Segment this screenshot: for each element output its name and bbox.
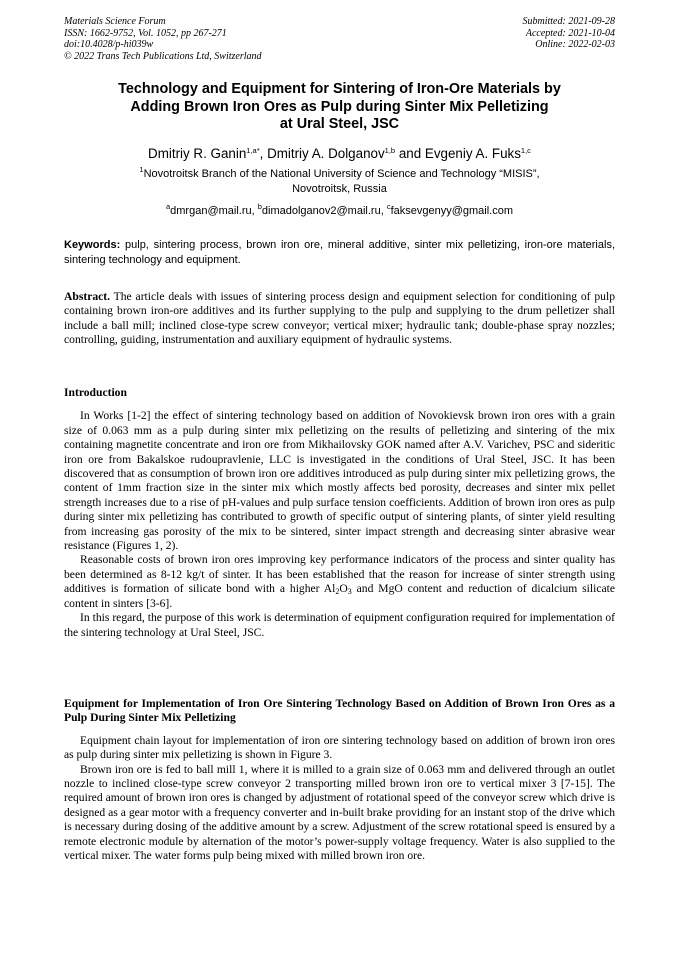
introduction-paragraph-3: In this regard, the purpose of this work is determination of equipment configuration required for implementation of the sintering technology at Ural Steel, JSC. (64, 611, 615, 639)
author-name: Dmitriy R. Ganin (148, 146, 247, 161)
introduction-paragraph-1: In Works [1-2] the effect of sintering technology based on addition of Novokievsk brown iron ores with a grain size of 0.063 mm as a pulp during sinter mix pelletizing on the results of pelletizing and sintering of the mix containing magnetite concentrate and iron ore from Mikhailovsky GOK named after A.V. Varichev, PSC and sideritic iron ore from Bakalskoe rudoupravlenie, LLC is investigated in the conditions of Ural Steel, JSC. It has been discovered that as consumption of brown iron ore additives introduced as pulp during sinter mix pelletizing grows, the content of 1mm fraction size in the sinter mix which mostly affects bed porosity, decreases and sinter mix pellet strength increases due to a rise of pH-values and pulp surface tension coefficients. Addition of brown iron ores as pulp during sinter mix pelletizing has contributed to growth of specific output of sintering plants, of sinter yield resulting from increasing gas porosity of the mix to be sintered, sinter impact strength and decreasing sinter abrasive wear resistance (Figures 1, 2). (64, 409, 615, 553)
intro-p2-text: O (339, 582, 348, 596)
introduction-section (64, 386, 615, 640)
abstract-label: Abstract. (64, 290, 111, 303)
submitted-date: Submitted: 2021-09-28 (522, 16, 615, 27)
affil-line-2: Novotroitsk, Russia (292, 183, 387, 195)
journal-doi: doi:10.4028/p-hi039w (64, 39, 154, 51)
title-line-1: Technology and Equipment for Sintering of Iron-Ore Materials by (118, 81, 561, 97)
email-mark: b (257, 202, 262, 211)
equipment-paragraph-2: Brown iron ore is fed to ball mill 1, where it is milled to a grain size of 0.063 mm and delivered through an outlet nozzle to inclined close-type screw conveyor 2 transporting milled brown iron ore to vertical mixer 3 [7-15]. The required amount of brown iron ores is changed by adjustment of rotational speed of the conveyor screw which drive is designed as a gear motor with a frequency converter and in-built brake providing for an instant stop of the drive which is necessary during dosing of the additive amount by a screw. Adjustment of the screw rotational speed is ensured by a remote electronic module by alternation of the motor’s power-supply voltage frequency. Water is also supplied to the vertical mixer. The water forms pulp being mixed with milled brown iron ore. (64, 762, 615, 863)
intro-p2-text: and MgO content and reduction of dicalcium silicate content in sinters [3-6]. (64, 582, 615, 610)
email-separator: , (251, 205, 258, 217)
email-address[interactable]: faksevgenyy@gmail.com (390, 205, 514, 217)
email-list (64, 204, 615, 218)
equipment-paragraph-1: Equipment chain layout for implementation of iron ore sintering technology based on addition of brown iron ores as pulp during sinter mix pelletizing is shown in Figure 3. (64, 733, 615, 762)
keywords (64, 238, 615, 267)
online-date: Online: 2022-02-03 (535, 39, 615, 51)
author-affil-mark: 1,b (384, 146, 396, 155)
journal-copyright: © 2022 Trans Tech Publications Ltd, Switzerland (64, 50, 262, 62)
author-affil-mark: 1,a* (246, 146, 260, 155)
keywords-label: Keywords: (64, 239, 121, 251)
author-affil-mark: 1,c (520, 146, 531, 155)
introduction-heading: Introduction (64, 386, 127, 399)
email-address[interactable]: dimadolganov2@mail.ru (261, 205, 381, 217)
intro-p2-text: Reasonable costs of brown iron ores improving key performance indicators of the process and sinter quality has been determined as 8-12 kg/t of sinter. It has been established that the reason for increase of sinter strength using additives is formation of silicate bond with a higher Al (64, 553, 615, 596)
email-address[interactable]: dmrgan@mail.ru (170, 205, 252, 217)
email-mark: c (386, 202, 391, 211)
author-separator: , (259, 146, 268, 161)
journal-issn: ISSN: 1662-9752, Vol. 1052, pp 267-271 (64, 27, 227, 39)
title-line-3: at Ural Steel, JSC (279, 116, 400, 132)
equipment-heading: Equipment for Implementation of Iron Ore Sintering Technology Based on Addition of Brown Iron Ores as a Pulp During Sinter Mix Pelletizing (64, 697, 615, 725)
author-name: Evgeniy A. Fuks (424, 146, 521, 161)
paper-title (64, 81, 615, 134)
abstract-text: The article deals with issues of sintering process design and equipment selection for conditioning of pulp containing brown iron-ore additives and its further supplying to the pulp and supplying to the drum pelletizer shall include a ball mill; inclined close-type screw conveyor; vertical mixer; hydraulic tank; double-phase spray nozzles; controlling, guiding, instrumentation and auxiliary equipment of hydraulic systems. (64, 290, 615, 347)
author-separator: and (395, 146, 425, 161)
affil-mark: 1 (139, 165, 144, 174)
affil-line-1: Novotroitsk Branch of the National University of Science and Technology “MISIS”, (143, 168, 540, 180)
introduction-paragraph-2 (64, 553, 615, 611)
subscript: 2 (335, 587, 340, 597)
title-line-2: Adding Brown Iron Ores as Pulp during Sinter Mix Pelletizing (130, 98, 549, 115)
equipment-section (64, 697, 615, 863)
email-separator: , (380, 205, 387, 217)
author-name: Dmitriy A. Dolganov (267, 146, 385, 161)
abstract (64, 290, 615, 348)
keywords-text: pulp, sintering process, brown iron ore, mineral additive, sinter mix pelletizing, iron-ore materials, sintering technology and equipment. (64, 239, 615, 266)
publication-dates (523, 16, 616, 51)
journal-name: Materials Science Forum (64, 16, 166, 27)
email-mark: a (165, 202, 171, 211)
subscript: 3 (347, 587, 352, 597)
accepted-date: Accepted: 2021-10-04 (525, 27, 615, 39)
journal-info (64, 16, 262, 62)
affiliation (64, 167, 615, 197)
author-list (64, 146, 615, 162)
